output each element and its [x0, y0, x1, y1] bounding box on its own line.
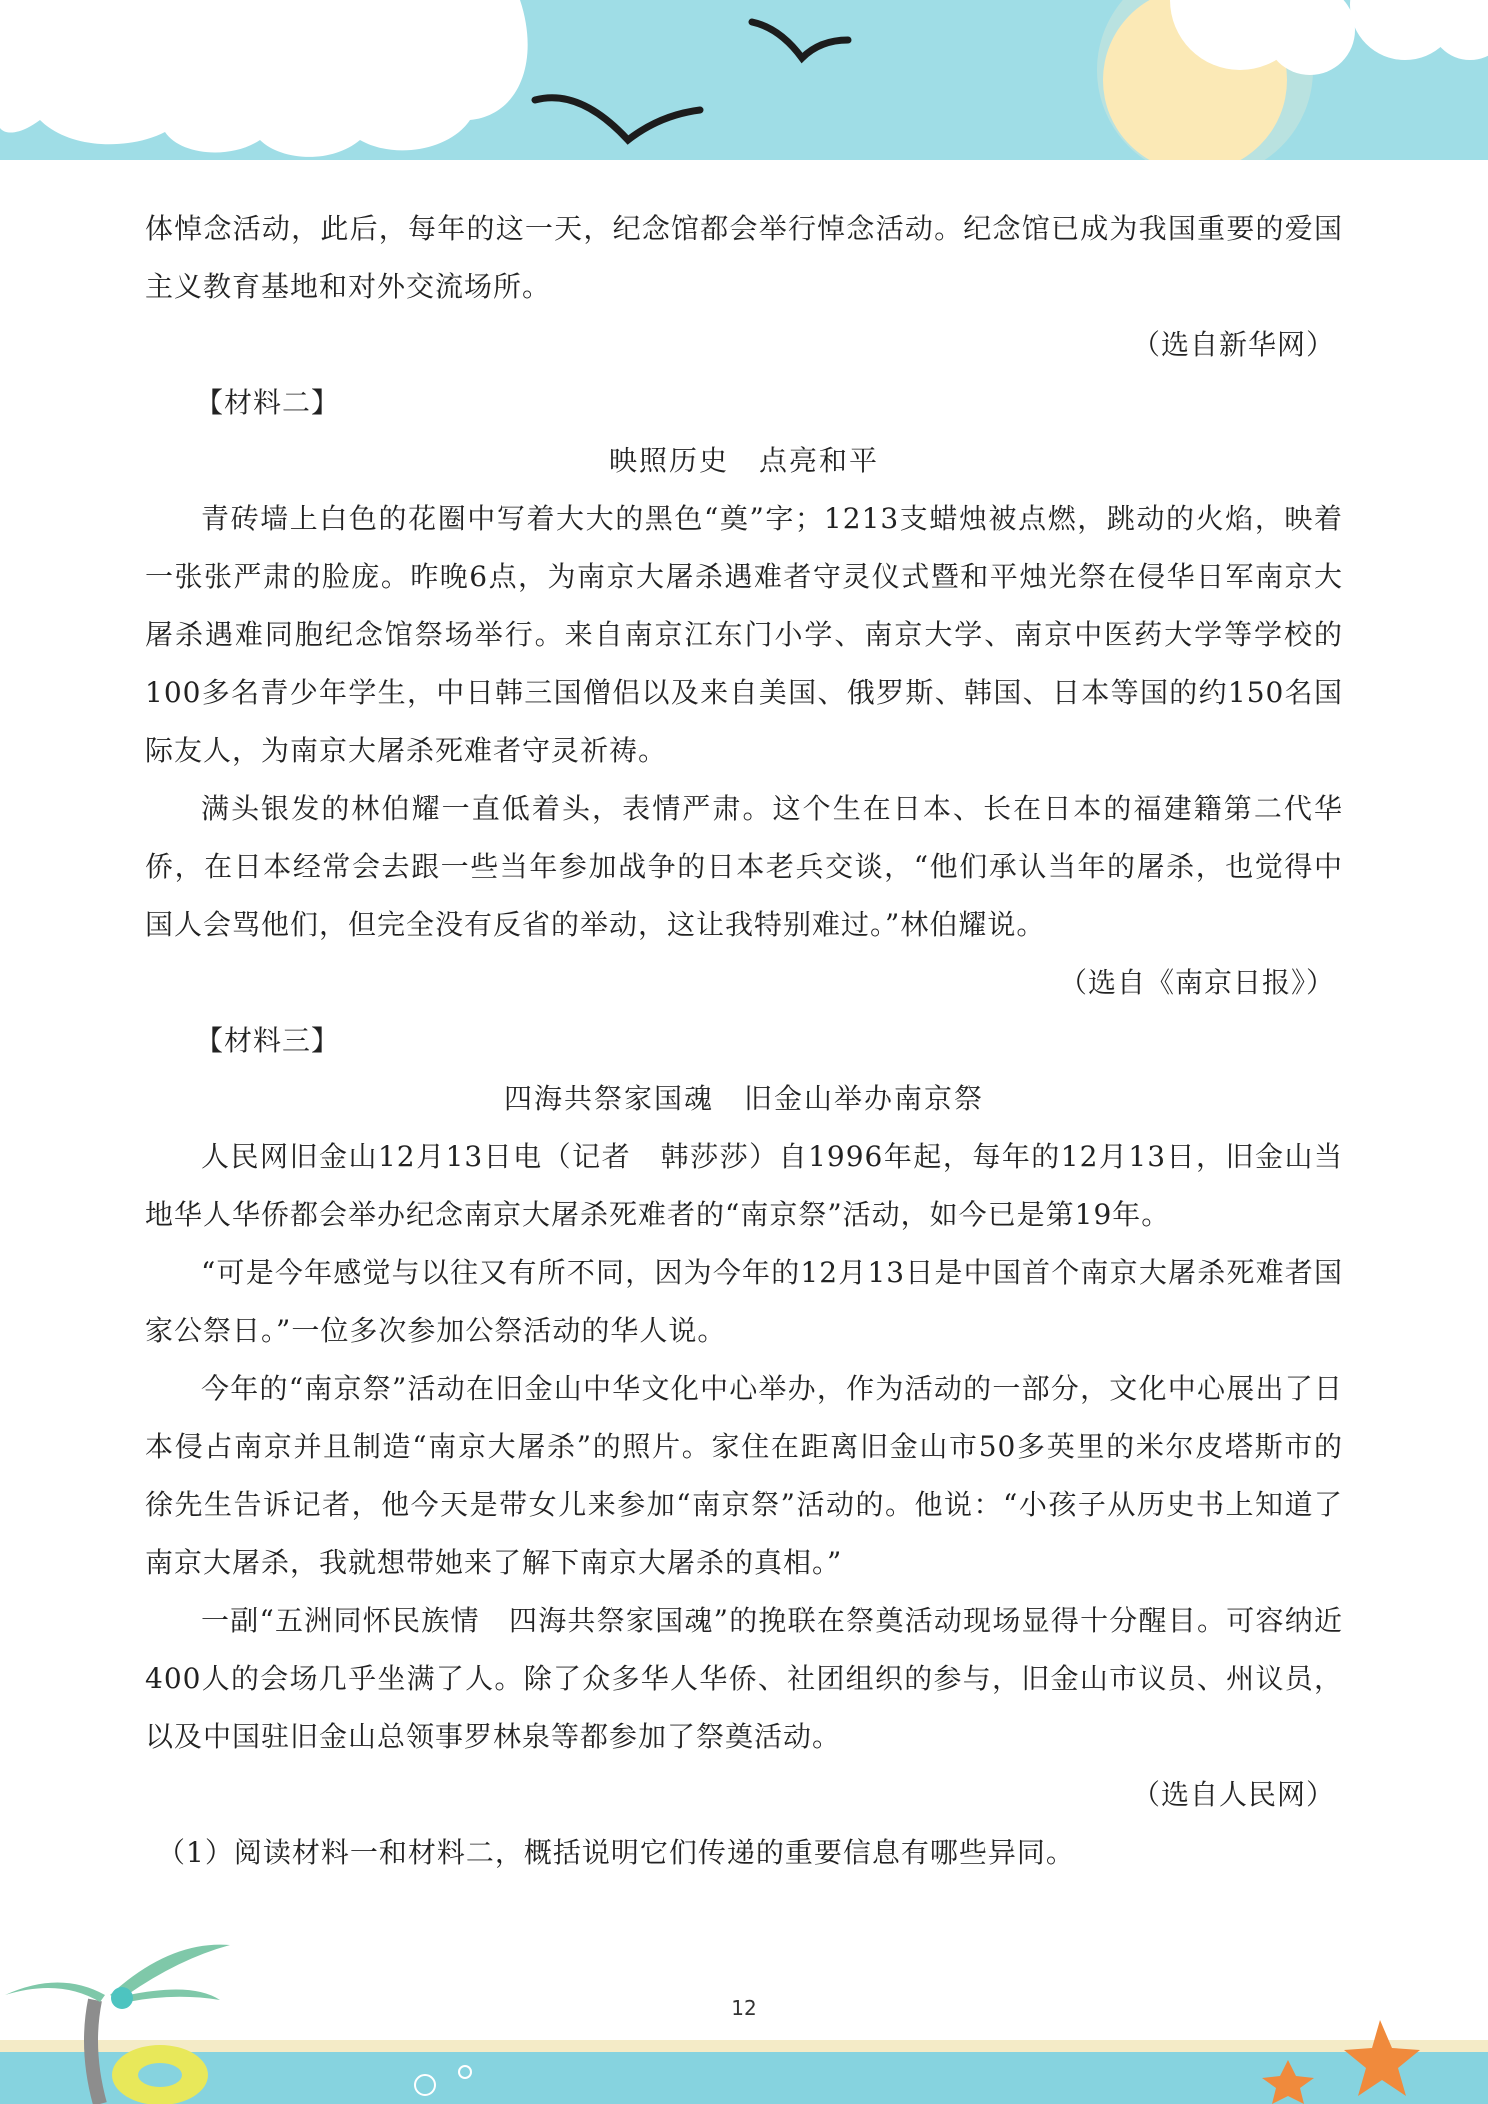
material-two-paragraph: 青砖墙上白色的花圈中写着大大的黑色“奠”字；1213支蜡烛被点燃，跳动的火焰，映着一张张严肃的脸庞。昨晚6点，为南京大屠杀遇难者守灵仪式暨和平烛光祭在侵华日军南京大屠杀遇难同胞纪念馆祭场举行。来自南京江东门小学、南京大学、南京中医药大学等学校的100多名青少年学生，中日韩三国僧侣以及来自美国、俄罗斯、韩国、日本等国的约150名国际友人，为南京大屠杀死难者守灵祈祷。: [145, 502, 1343, 767]
header-decoration: [0, 0, 1488, 170]
question-one: （1）阅读材料一和材料二，概括说明它们传递的重要信息有哪些异同。: [157, 1836, 1075, 1869]
material-two-heading: 【材料二】: [195, 386, 341, 419]
material-three-paragraph: 今年的“南京祭”活动在旧金山中华文化中心举办，作为活动的一部分，文化中心展出了日本侵占南京并且制造“南京大屠杀”的照片。家住在距离旧金山市50多英里的米尔皮塔斯市的徐先生告诉记者，他今天是带女儿来参加“南京祭”活动的。他说：“小孩子从历史书上知道了南京大屠杀，我就想带她来了解下南京大屠杀的真相。”: [145, 1372, 1343, 1579]
material-three-paragraph: 人民网旧金山12月13日电（记者 韩莎莎）自1996年起，每年的12月13日，旧金山当地华人华侨都会举办纪念南京大屠杀死难者的“南京祭”活动，如今已是第19年。: [145, 1140, 1343, 1231]
material-one-tail-paragraph: 体悼念活动，此后，每年的这一天，纪念馆都会举行悼念活动。纪念馆已成为我国重要的爱国主义教育基地和对外交流场所。: [145, 212, 1343, 303]
swim-ring-icon: [112, 2045, 208, 2104]
material-three-paragraph: “可是今年感觉与以往又有所不同，因为今年的12月13日是中国首个南京大屠杀死难者国家公祭日。”一位多次参加公祭活动的华人说。: [145, 1256, 1343, 1347]
material-three-paragraph: 一副“五洲同怀民族情 四海共祭家国魂”的挽联在祭奠活动现场显得十分醒目。可容纳近400人的会场几乎坐满了人。除了众多华人华侨、社团组织的参与，旧金山市议员、州议员，以及中国驻旧金山总领事罗林泉等都参加了祭奠活动。: [145, 1604, 1343, 1753]
material-three-heading: 【材料三】: [195, 1024, 341, 1057]
material-one-source: （选自新华网）: [1131, 328, 1335, 361]
material-two-source: （选自《南京日报》）: [1058, 966, 1335, 999]
material-three-source: （选自人民网）: [1131, 1778, 1335, 1811]
cloud-bottom-edge: [0, 160, 1488, 170]
document-body: [145, 200, 1343, 1882]
material-three-title: 四海共祭家国魂 旧金山举办南京祭: [503, 1082, 984, 1115]
page-number: 12: [731, 1996, 757, 2020]
material-two-paragraph: 满头银发的林伯耀一直低着头，表情严肃。这个生在日本、长在日本的福建籍第二代华侨，在日本经常会去跟一些当年参加战争的日本老兵交谈，“他们承认当年的屠杀，也觉得中国人会骂他们，但完全没有反省的举动，这让我特别难过。”林伯耀说。: [145, 792, 1343, 941]
material-two-title: 映照历史 点亮和平: [608, 444, 879, 477]
